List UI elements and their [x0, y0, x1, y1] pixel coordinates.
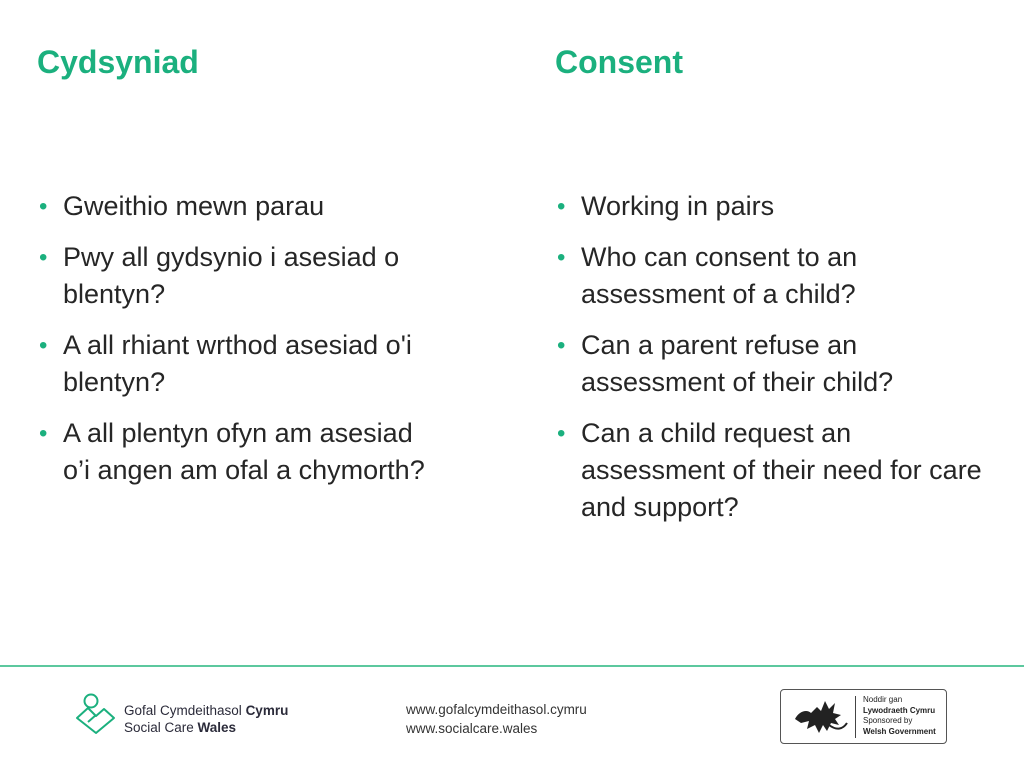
- bullet-icon: •: [557, 193, 566, 220]
- footer-urls: [406, 700, 587, 738]
- social-care-wales-logo: Gofal Cymdeithasol Cymru Social Care Wales: [74, 690, 314, 738]
- social-care-wales-logo-icon: [74, 692, 118, 736]
- list-item: • Can a child request an assessment of their need for care and support?: [555, 415, 995, 526]
- list-item: • A all plentyn ofyn am asesiad o’i angen am ofal a chymorth?: [37, 415, 437, 489]
- welsh-url-link[interactable]: www.gofalcymdeithasol.cymru: [406, 702, 587, 717]
- welsh-government-badge: Noddir gan Lywodraeth Cymru Sponsored by Welsh Government: [780, 689, 947, 744]
- list-item: • Pwy all gydsynio i asesiad o blentyn?: [37, 239, 437, 313]
- bullet-icon: •: [39, 420, 48, 447]
- bullet-icon: •: [557, 332, 566, 359]
- bullet-icon: •: [557, 420, 566, 447]
- list-item: • Gweithio mewn parau: [37, 188, 437, 225]
- list-item: • Can a parent refuse an assessment of their child?: [555, 327, 995, 401]
- list-item: • A all rhiant wrthod asesiad o'i blentyn?: [37, 327, 437, 401]
- english-url-link[interactable]: www.socialcare.wales: [406, 721, 538, 736]
- bullet-icon: •: [39, 332, 48, 359]
- welsh-dragon-icon: [789, 695, 851, 739]
- bullet-icon: •: [557, 244, 566, 271]
- welsh-bullet-list: [37, 188, 437, 503]
- list-item: • Working in pairs: [555, 188, 995, 225]
- english-bullet-list: [555, 188, 995, 540]
- list-item: • Who can consent to an assessment of a child?: [555, 239, 995, 313]
- footer-divider: [0, 665, 1024, 667]
- welsh-title: Cydsyniad: [37, 44, 199, 80]
- english-title: Consent: [555, 44, 683, 80]
- bullet-icon: •: [39, 244, 48, 271]
- bullet-icon: •: [39, 193, 48, 220]
